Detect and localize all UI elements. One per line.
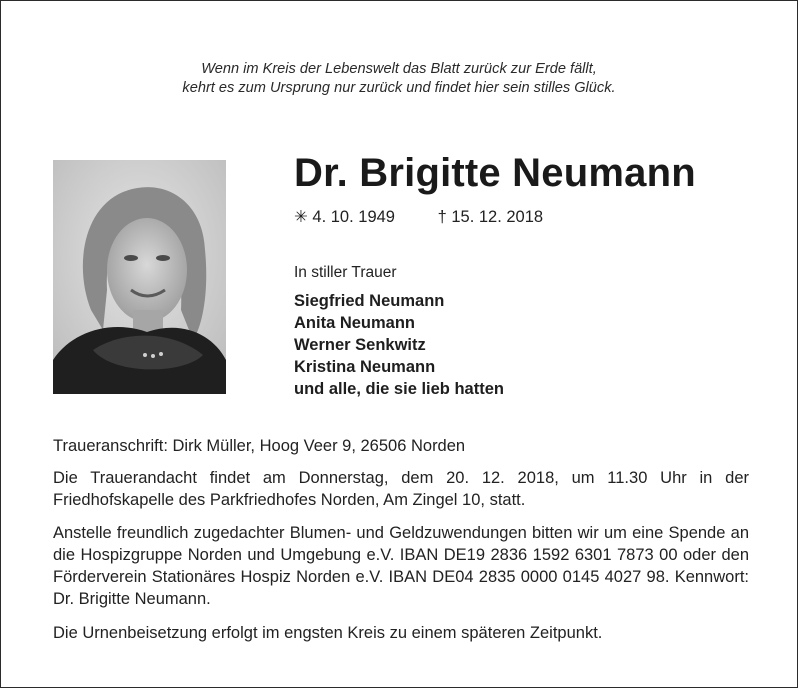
- mourner-name: Anita Neumann: [294, 314, 416, 332]
- burial-info: Die Urnenbeisetzung erfolgt im engsten Kreis zu einem späteren Zeitpunkt.: [53, 624, 603, 642]
- mourning-intro: In stiller Trauer: [294, 264, 397, 281]
- mourning-address: Traueranschrift: Dirk Müller, Hoog Veer 9, 26506 Norden: [53, 437, 466, 455]
- verse-line-2: kehrt es zum Ursprung nur zurück und findet hier sein stilles Glück.: [182, 80, 616, 96]
- service-info: Die Trauerandacht findet am Donnerstag, dem 20. 12. 2018, um 11.30 Uhr in der Friedhofskapelle des Parkfriedhofes Norden, Am Zingel 10, statt.: [53, 469, 749, 509]
- mourner-name: Werner Senkwitz: [294, 336, 426, 354]
- donation-request: Anstelle freundlich zugedachter Blumen- und Geldzuwendungen bitten wir um eine Spende an die Hospizgruppe Norden und Umgebung e.V. IBAN DE19 2836 1592 6301 7873 00 oder den Förderverein Stationäres Hospiz Norden e.V. IBAN DE04 2835 0000 0145 4027 98. Kennwort: Dr. Brigitte Neumann.: [53, 524, 749, 608]
- verse-line-1: Wenn im Kreis der Lebenswelt das Blatt zurück zur Erde fällt,: [201, 61, 597, 77]
- portrait-photo: [53, 160, 226, 394]
- life-dates: [294, 207, 543, 227]
- deceased-name: Dr. Brigitte Neumann: [294, 151, 696, 195]
- mourner-name: und alle, die sie lieb hatten: [294, 380, 504, 398]
- birth-date: ✳ 4. 10. 1949: [294, 208, 395, 226]
- mourner-name: Siegfried Neumann: [294, 292, 445, 310]
- verse: [1, 60, 797, 98]
- mourners-list: [294, 290, 504, 400]
- death-date: † 15. 12. 2018: [437, 208, 544, 226]
- mourner-name: Kristina Neumann: [294, 358, 436, 376]
